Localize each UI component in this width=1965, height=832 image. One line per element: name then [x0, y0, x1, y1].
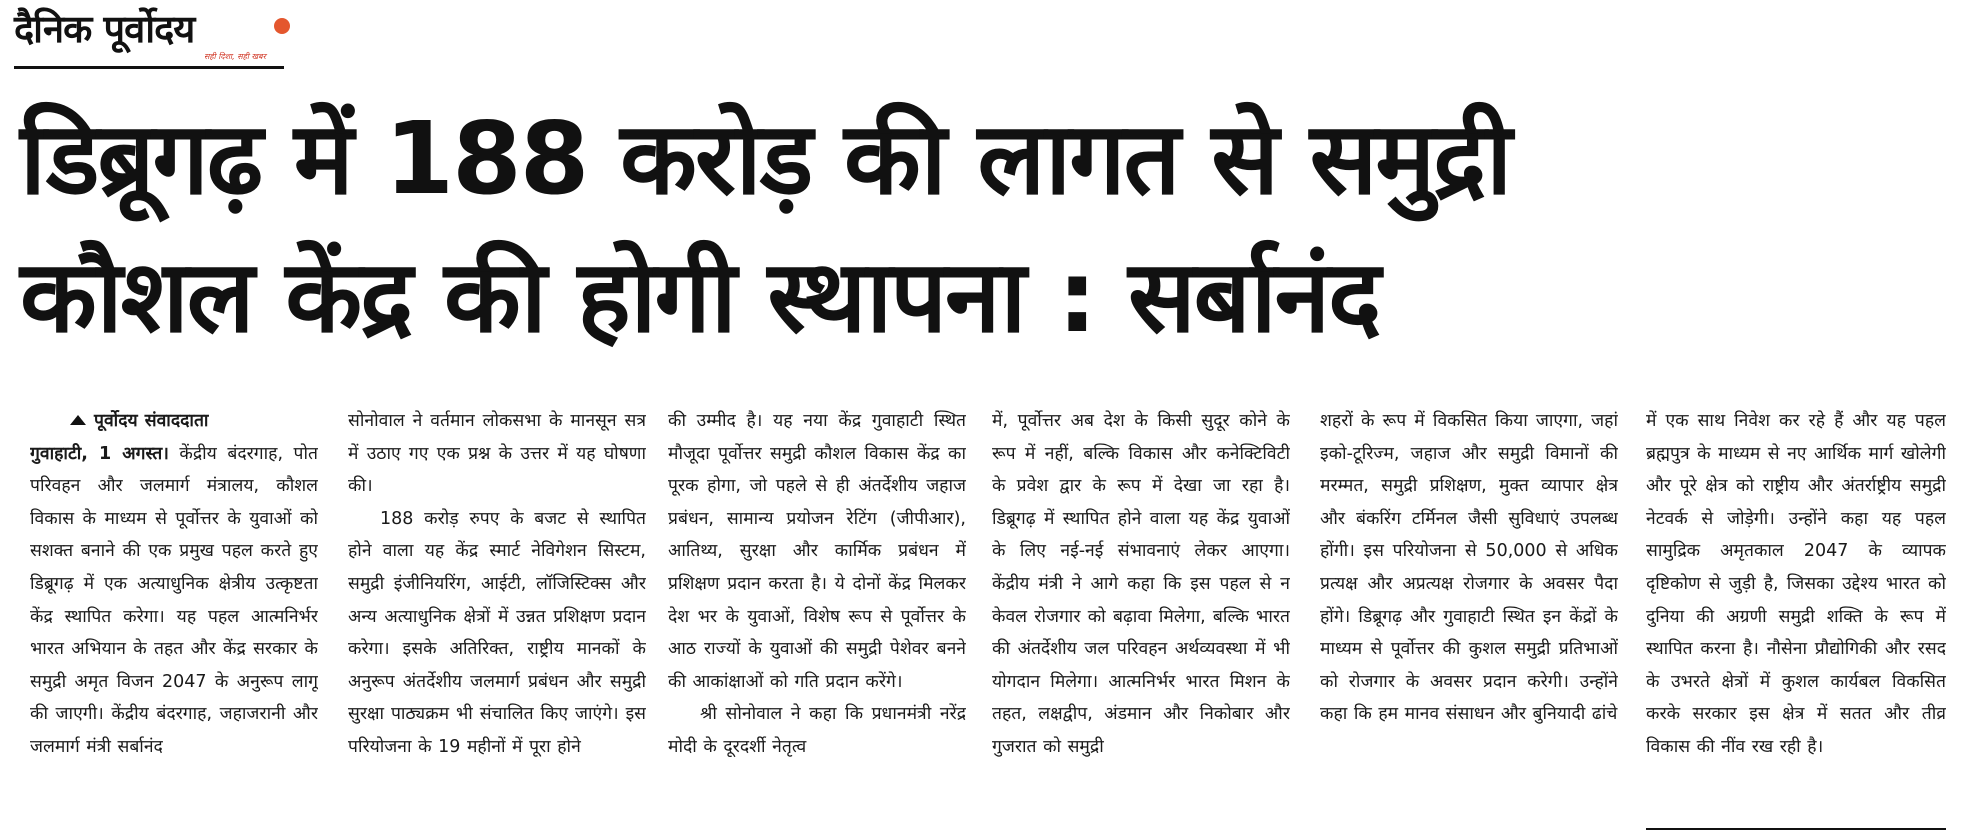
article-paragraph: [30, 438, 318, 764]
paragraph-text: केंद्रीय बंदरगाह, पोत परिवहन और जलमार्ग मंत्रालय, कौशल विकास के माध्यम से पूर्वोत्तर के युवाओं को सशक्त बनाने की एक प्रमुख पहल करते हुए डिब्रूगढ़ में एक अत्याधुनिक क्षेत्रीय उत्कृष्टता केंद्र स्थापित करेगा। यह पहल आत्मनिर्भर भारत अभियान के तहत और केंद्र सरकार के समुद्री अमृत विजन 2047 के अनुरूप लागू की जाएगी। केंद्रीय बंदरगाह, जहाजरानी और जलमार्ग मंत्री सर्बानंद: [30, 443, 318, 757]
newspaper-logo-text: दैनिक पूर्वोदय: [14, 7, 195, 51]
masthead-rule: [14, 66, 284, 69]
logo-dot-icon: [274, 18, 290, 34]
column-end-rule: [1646, 828, 1946, 830]
article-column-3: [668, 405, 966, 832]
article-body: [30, 405, 1955, 832]
article-paragraph: शहरों के रूप में विकसित किया जाएगा, जहां इको-टूरिज्म, जहाज और समुद्री विमानों की मरम्मत, समुद्री प्रशिक्षण, मुक्त व्यापार क्षेत्र और बंकरिंग टर्मिनल जैसी सुविधाएं उपलब्ध होंगी। इस परियोजना से 50,000 से अधिक प्रत्यक्ष और अप्रत्यक्ष रोजगार के अवसर पैदा होंगे। डिब्रूगढ़ और गुवाहाटी स्थित इन केंद्रों के माध्यम से पूर्वोत्तर की कुशल समुद्री प्रतिभाओं को रोजगार के अवसर प्रदान करेगी। उन्होंने कहा कि हम मानव संसाधन और बुनियादी ढांचे: [1320, 411, 1618, 725]
article-paragraph: श्री सोनोवाल ने कहा कि प्रधानमंत्री नरेंद्र मोदी के दूरदर्शी नेतृत्व: [668, 704, 966, 757]
article-column-1: [30, 405, 318, 832]
headline-line-2: कौशल केंद्र की होगी स्थापना : सर्बानंद: [20, 238, 1380, 355]
headline-line-1: डिब्रूगढ़ में 188 करोड़ की लागत से समुद्री: [20, 100, 1511, 217]
article-paragraph: की उम्मीद है। यह नया केंद्र गुवाहाटी स्थित मौजूदा पूर्वोत्तर समुद्री कौशल विकास केंद्र का पूरक होगा, जो पहले से ही अंतर्देशीय जहाज प्रबंधन, सामान्य प्रयोजन रेटिंग (जीपीआर), आतिथ्य, सुरक्षा और कार्मिक प्रबंधन में प्रशिक्षण प्रदान करता है। ये दोनों केंद्र मिलकर देश भर के युवाओं, विशेष रूप से पूर्वोत्तर के आठ राज्यों के युवाओं की समुद्री पेशेवर बनने की आकांक्षाओं को गति प्रदान करेंगे।: [668, 411, 966, 692]
triangle-icon: [70, 415, 86, 425]
article-paragraph: में, पूर्वोत्तर अब देश के किसी सुदूर कोने के रूप में नहीं, बल्कि विकास और कनेक्टिविटी के प्रवेश द्वार के रूप में देखा जा रहा है। डिब्रूगढ़ में स्थापित होने वाला यह केंद्र युवाओं के लिए नई-नई संभावनाएं लेकर आएगा। केंद्रीय मंत्री ने आगे कहा कि इस पहल से न केवल रोजगार को बढ़ावा मिलेगा, बल्कि भारत की अंतर्देशीय जल परिवहन अर्थव्यवस्था में भी योगदान मिलेगा। आत्मनिर्भर भारत मिशन के तहत, लक्षद्वीप, अंडमान और निकोबार और गुजरात को समुद्री: [992, 411, 1290, 757]
dateline: गुवाहाटी, 1 अगस्त।: [30, 443, 169, 464]
article-paragraph: सोनोवाल ने वर्तमान लोकसभा के मानसून सत्र में उठाए गए एक प्रश्न के उत्तर में यह घोषणा की।: [348, 411, 646, 497]
byline-row: [30, 405, 318, 438]
article-column-5: [1320, 405, 1618, 832]
article-paragraph: में एक साथ निवेश कर रहे हैं और यह पहल ब्रह्मपुत्र के माध्यम से नए आर्थिक मार्ग खोलेगी और पूरे क्षेत्र को राष्ट्रीय और अंतर्राष्ट्रीय समुद्री नेटवर्क से जोड़ेगी। उन्होंने कहा यह पहल सामुद्रिक अमृतकाल 2047 के व्यापक दृष्टिकोण से जुड़ी है, जिसका उद्देश्य भारत को दुनिया की अग्रणी समुद्री शक्ति के रूप में स्थापित करना है। नौसेना प्रौद्योगिकी और रसद के उभरते क्षेत्रों में कुशल कार्यबल विकसित करके सरकार इस क्षेत्र में सतत और तीव्र विकास की नींव रख रही है।: [1646, 411, 1946, 757]
newspaper-tagline: सही दिशा, सही खबर: [204, 52, 266, 61]
byline: पूर्वोदय संवाददाता: [94, 411, 209, 431]
article-column-2: [348, 405, 646, 832]
article-headline: [20, 90, 1950, 366]
article-column-4: [992, 405, 1290, 832]
article-paragraph: 188 करोड़ रुपए के बजट से स्थापित होने वाला यह केंद्र स्मार्ट नेविगेशन सिस्टम, समुद्री इंजीनियरिंग, आईटी, लॉजिस्टिक्स और अन्य अत्याधुनिक क्षेत्रों में उन्नत प्रशिक्षण प्रदान करेगा। इसके अतिरिक्त, राष्ट्रीय मानकों के अनुरूप अंतर्देशीय जलमार्ग प्रबंधन और समुद्री सुरक्षा पाठ्यक्रम भी संचालित किए जाएंगे। इस परियोजना के 19 महीनों में पूरा होने: [348, 508, 646, 757]
article-column-6: [1646, 405, 1946, 832]
masthead: [14, 6, 290, 70]
